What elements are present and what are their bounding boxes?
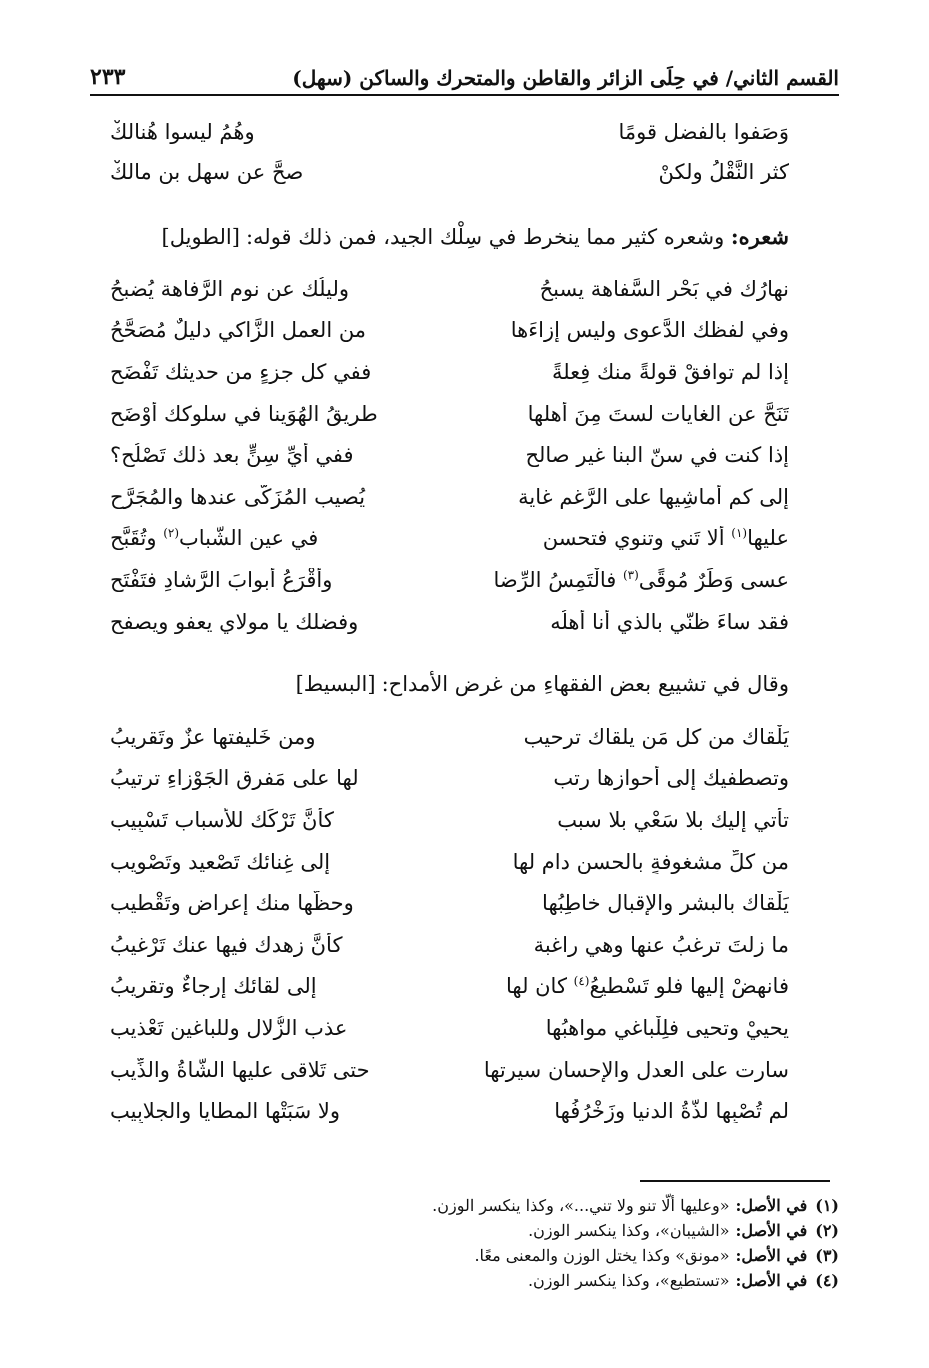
hemistich-text: وتُقَبَّح bbox=[110, 526, 164, 551]
first-hemistich: كثر النَّقْلُ ولكنْ bbox=[658, 160, 789, 184]
footnote bbox=[150, 1221, 839, 1246]
verse bbox=[110, 1090, 789, 1132]
footnote bbox=[150, 1246, 839, 1271]
footnote-text: «الشيبان»، وكذا ينكسر الوزن. bbox=[528, 1221, 730, 1240]
first-hemistich: لم تُصْبِها لذَّةُ الدنيا وزَخْرُفُها bbox=[554, 1099, 789, 1124]
second-hemistich: وأقْرَعُ أبوابَ الرَّشادِ فتَفْتَح bbox=[110, 567, 333, 592]
verse bbox=[110, 1049, 789, 1091]
verse bbox=[110, 518, 789, 560]
hemistich-text: عليها bbox=[747, 526, 789, 551]
verse bbox=[110, 310, 789, 352]
meter-label: [الطويل] bbox=[161, 225, 240, 249]
verse bbox=[110, 882, 789, 924]
footnote-label: في الأصل: bbox=[735, 1196, 808, 1215]
second-hemistich: ففي أيِّ سِنٍّ بعد ذلك تَصْلُح؟ bbox=[110, 443, 354, 468]
verse bbox=[110, 152, 789, 192]
footnote-marker: (٢) bbox=[163, 526, 180, 541]
first-hemistich bbox=[477, 568, 789, 592]
verse bbox=[110, 268, 789, 310]
section1-text: وشعره كثير مما ينخرط في سِلْك الجيد، فمن ذلك قوله: bbox=[245, 225, 731, 249]
verse bbox=[110, 758, 789, 800]
hemistich-text: فالْتَمِسُ الرِّضا bbox=[493, 567, 623, 592]
second-hemistich: عذب الزُّلال وللباغين تَعْذيب bbox=[110, 1015, 348, 1040]
footnote-label: في الأصل: bbox=[735, 1246, 808, 1265]
first-hemistich: سارت على العدل والإحسان سيرتها bbox=[483, 1057, 789, 1082]
footnote-text: «وعليها ألّا تنو ولا تني...»، وكذا ينكسر الوزن. bbox=[432, 1196, 730, 1215]
second-hemistich: وهُمُ ليسوا هُنالكْ bbox=[110, 120, 255, 144]
second-hemistich: حتى تَلاقى عليها الشَّاةُ والذِّيب bbox=[110, 1057, 370, 1082]
hemistich-text: ألا تَني وتنوي فتحسن bbox=[542, 526, 732, 551]
verse bbox=[110, 966, 789, 1008]
verse bbox=[110, 716, 789, 758]
first-hemistich: نهارُك في بَحْر السَّفاهة يسبحُ bbox=[539, 276, 789, 301]
verse bbox=[110, 393, 789, 435]
verse bbox=[110, 559, 789, 601]
section2-verses bbox=[110, 716, 789, 1132]
verse bbox=[110, 351, 789, 393]
first-hemistich: إذا لم توافقْ قولةً منك فِعلةً bbox=[551, 359, 789, 384]
footnote-text: «مونق» وكذا يختل الوزن والمعنى معًا. bbox=[474, 1246, 730, 1265]
second-hemistich: طريقُ الهُوَينا في سلوكك أوْضَح bbox=[110, 401, 378, 426]
verse bbox=[110, 601, 789, 643]
section2-text: وقال في تشييع بعض الفقهاءِ من غرض الأمداح: bbox=[381, 672, 789, 696]
first-hemistich: وَصَفوا بالفضل قومًا bbox=[618, 120, 789, 144]
footnote-marker: (١) bbox=[731, 526, 748, 541]
first-hemistich bbox=[477, 974, 789, 998]
second-hemistich: وفضلك يا مولاي يعفو ويصفح bbox=[110, 609, 359, 634]
first-hemistich: يحييْ وتحيى فلِلْباغي مواهبُها bbox=[545, 1015, 789, 1040]
footnote-number: (١) bbox=[815, 1196, 839, 1215]
footnote-text: «تستطيع»، وكذا ينكسر الوزن. bbox=[527, 1271, 730, 1290]
footnote-number: (٢) bbox=[815, 1221, 839, 1240]
verse bbox=[110, 1007, 789, 1049]
first-hemistich: وتصطفيك إلى أحوازها رتب bbox=[553, 766, 789, 791]
hemistich-text: في عين الشَّباب bbox=[179, 526, 319, 551]
footnote-number: (٣) bbox=[815, 1246, 839, 1265]
second-hemistich: إلى لقائك إرجاءٌ وتقريبُ bbox=[110, 974, 317, 999]
verse bbox=[110, 799, 789, 841]
header-title: القسم الثاني/ في حِلَى الزائر والقاطن والمتحرك والساكن (سهل) bbox=[292, 66, 839, 90]
second-hemistich: ففي كل جزءٍ من حديثك تَفْضَح bbox=[110, 359, 372, 384]
meter-label: [البسيط] bbox=[295, 672, 376, 696]
first-hemistich: فقد ساءَ ظنّي بالذي أنا أهلُه bbox=[550, 609, 789, 634]
footnote-number: (٤) bbox=[815, 1271, 839, 1290]
second-hemistich: ومن خَليفتها عزٌ وتَقريبُ bbox=[110, 724, 316, 749]
second-hemistich: صحَّ عن سهل بن مالكْ bbox=[110, 160, 304, 184]
footnotes bbox=[150, 1196, 839, 1296]
footnote-label: في الأصل: bbox=[735, 1271, 808, 1290]
first-hemistich: تَنَحَّ عن الغايات لستَ مِنَ أهلها bbox=[527, 401, 789, 426]
second-hemistich: كأنَّ تَرْكَك للأسباب تَسْبِيب bbox=[110, 807, 334, 832]
hemistich-text: عسى وَطَرٌ مُوقًى bbox=[638, 567, 789, 592]
second-hemistich: من العمل الزَّاكي دليلٌ مُصَحَّحُ bbox=[110, 318, 367, 343]
footnote-marker: (٣) bbox=[622, 567, 639, 582]
first-hemistich: وفي لفظك الدَّعوى وليس إزاءَها bbox=[510, 318, 789, 343]
section2-intro bbox=[120, 672, 789, 696]
running-header bbox=[90, 52, 839, 96]
hemistich-text: فانهضْ إليها فلو تَسْطيعُ bbox=[589, 974, 789, 999]
second-hemistich: إلى غِنائك تَصْعيد وتَصْويب bbox=[110, 849, 331, 874]
second-hemistich: يُصيب المُزَكّى عندها والمُجَرَّح bbox=[110, 484, 366, 509]
second-hemistich: وليلُك عن نوم الرَّفاهة يُضبحُ bbox=[110, 276, 349, 301]
second-hemistich: لها على مَفرق الجَوْزاءِ ترتيبُ bbox=[110, 766, 359, 791]
first-hemistich: ما زلتَ ترغبُ عنها وهي راغبة bbox=[533, 932, 789, 957]
second-hemistich: ولا سَبَتْها المطايا والجلابِيب bbox=[110, 1099, 340, 1124]
verse bbox=[110, 476, 789, 518]
verse bbox=[110, 434, 789, 476]
first-hemistich: إلى كم أُماشِيها على الرَّغم غاية bbox=[518, 484, 789, 509]
first-hemistich: من كلِّ مشغوفةٍ بالحسن دام لها bbox=[512, 849, 789, 874]
footnote-marker: (٤) bbox=[573, 974, 590, 989]
first-hemistich: إذا كنت في سنّ البنا غير صالح bbox=[525, 443, 789, 468]
verse bbox=[110, 841, 789, 883]
page-number: ٢٣٣ bbox=[90, 64, 126, 90]
opening-verses bbox=[110, 112, 789, 192]
footnote-label: في الأصل: bbox=[735, 1221, 808, 1240]
section1-intro bbox=[120, 224, 789, 249]
verse bbox=[110, 112, 789, 152]
first-hemistich: يَلْقاك من كل مَن يلقاك ترحيب bbox=[523, 724, 789, 749]
second-hemistich: كأنَّ زهدك فيها عنك تَرْغيبُ bbox=[110, 932, 343, 957]
verse bbox=[110, 924, 789, 966]
second-hemistich: وحظُّها منك إعراض وتَقْطيب bbox=[110, 891, 354, 916]
first-hemistich: يَلْقاك بالبشر والإقبال خاطِبُها bbox=[542, 891, 789, 916]
second-hemistich bbox=[110, 526, 422, 550]
first-hemistich bbox=[477, 526, 789, 550]
footnote bbox=[150, 1196, 839, 1221]
section1-verses bbox=[110, 268, 789, 642]
footnote-rule bbox=[640, 1180, 830, 1182]
footnote bbox=[150, 1271, 839, 1296]
hemistich-text: كان لها bbox=[505, 974, 574, 999]
section1-lead: شعره: bbox=[730, 224, 789, 249]
first-hemistich: تأتي إليك بلا سَعْي بلا سبب bbox=[557, 807, 789, 832]
